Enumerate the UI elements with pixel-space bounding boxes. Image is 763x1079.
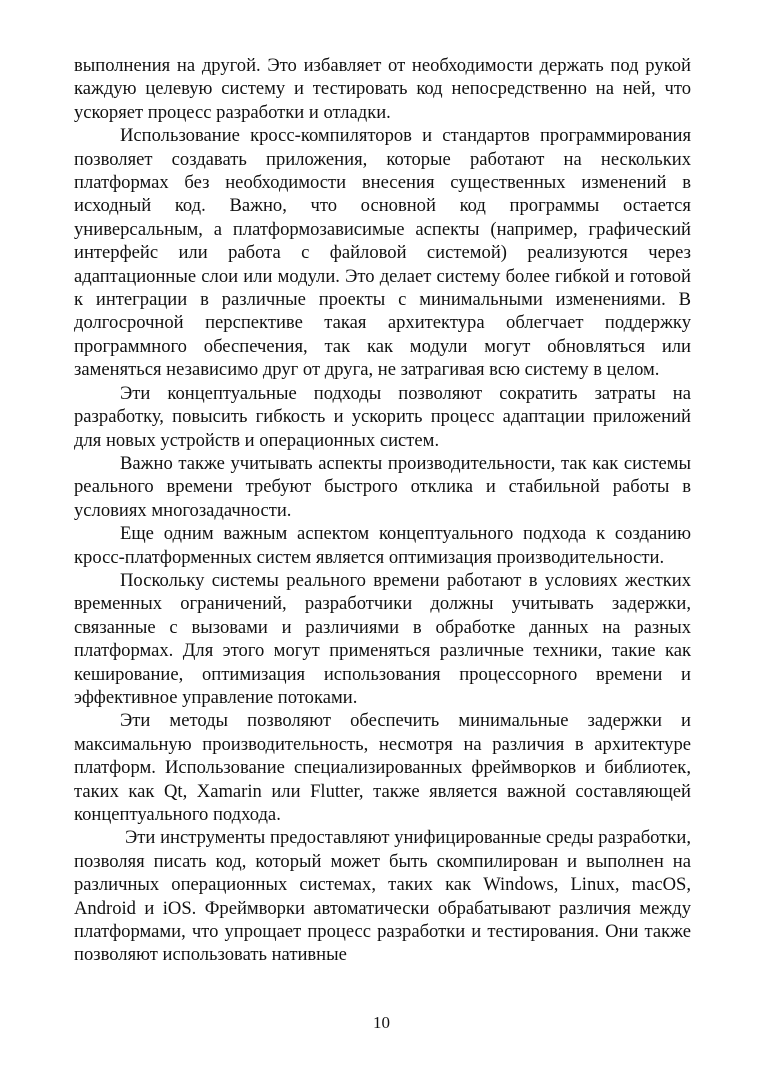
paragraph-3: Эти концептуальные подходы позволяют сократить затраты на разработку, повысить гибкость и ускорить процесс адаптации приложений для новых устройств и операционных систем. (74, 382, 691, 451)
paragraph-1: выполнения на другой. Это избавляет от необходимости держать под рукой каждую целевую систему и тестировать код непосредственно на ней, что ускоряет процесс разработки и отладки. (74, 55, 691, 123)
page-number: 10 (373, 1013, 390, 1032)
paragraph-7: Эти методы позволяют обеспечить минимальные задержки и максимальную производительность, несмотря на различия в архитектуре платформ. Использование специализированных фреймворков и библиотек, таких как Qt, Xamarin или Flutter, также является важной составляющей концептуального подхода. (74, 710, 691, 825)
paragraph-5: Еще одним важным аспектом концептуального подхода к созданию кросс-платформенных систем является оптимизация производительности. (74, 523, 691, 568)
paragraph-8: Эти инструменты предоставляют унифицированные среды разработки, позволяя писать код, который может быть скомпилирован и выполнен на различных операционных системах, таких как Windows, Linux, macOS, Android и iOS. Фреймворки автоматически обрабатывают различия между платформами, что упрощает процесс разработки и тестирования. Они также позволяют использовать нативные (74, 827, 691, 966)
paragraph-4: Важно также учитывать аспекты производительности, так как системы реального времени требуют быстрого отклика и стабильной работы в условиях многозадачности. (74, 452, 691, 521)
paragraph-6: Поскольку системы реального времени работают в условиях жестких временных ограничений, разработчики должны учитывать задержки, связанные с вызовами и различиями в обработке данных на разных платформах. Для этого могут применяться различные техники, такие как кеширование, оптимизация использования процессорного времени и эффективное управление потоками. (74, 569, 691, 708)
paragraph-2: Использование кросс-компиляторов и стандартов программирования позволяет создавать приложения, которые работают на нескольких платформах без необходимости внесения существенных изменений в исходный код. Важно, что основной код программы остается универсальным, а платформозависимые аспекты (например, графический интерфейс или работа с файловой системой) реализуются через адаптационные слои или модули. Это делает систему более гибкой и готовой к интеграции в различные проекты с минимальными изменениями. В долгосрочной перспективе такая архитектура облегчает поддержку программного обеспечения, так как модули могут обновляться или заменяться независимо друг от друга, не затрагивая всю систему в целом. (74, 125, 691, 381)
page-body (74, 54, 691, 967)
